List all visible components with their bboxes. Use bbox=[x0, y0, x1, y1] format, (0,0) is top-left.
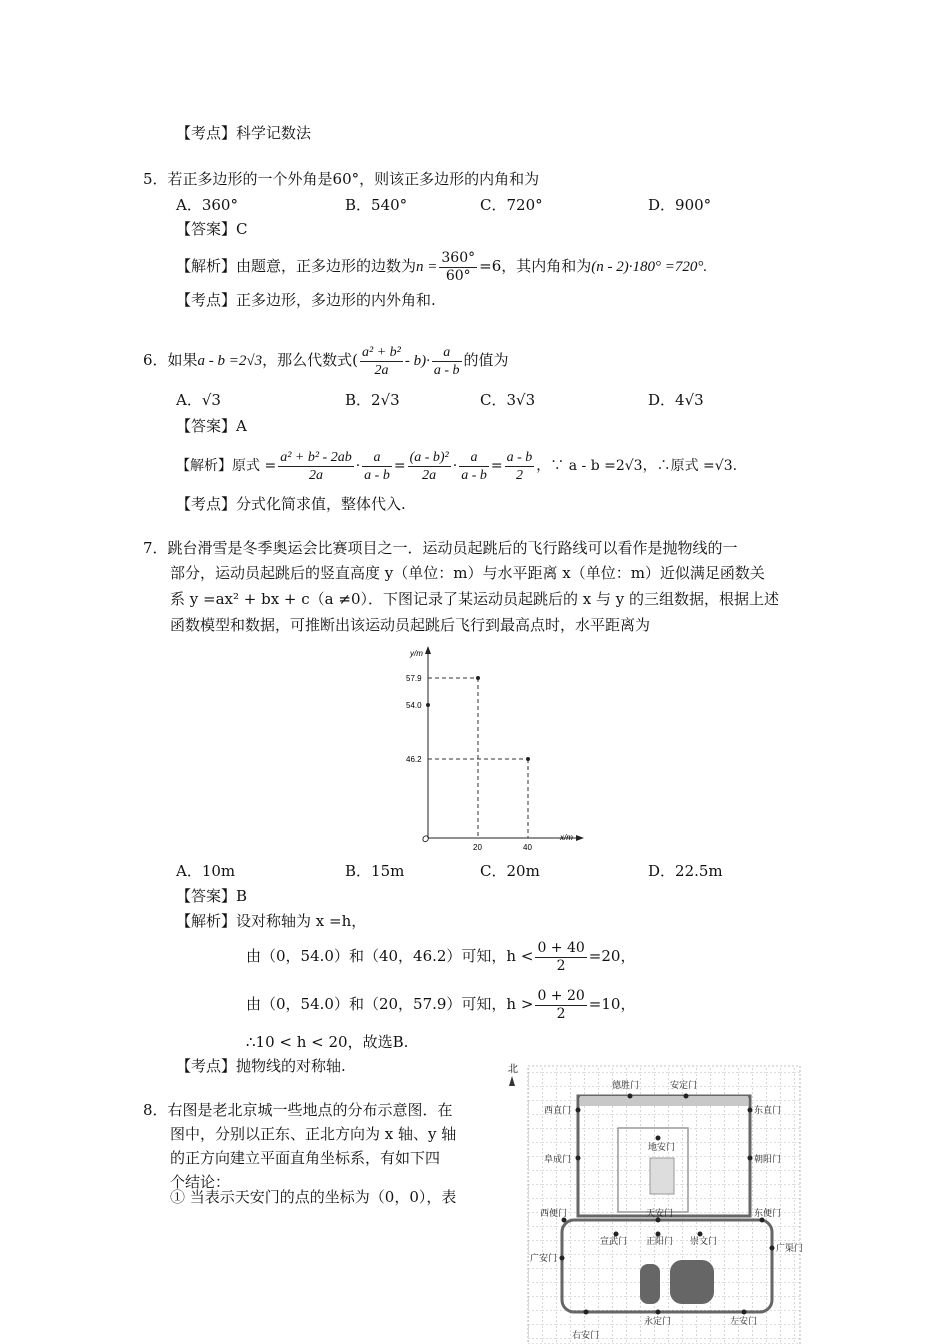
label-yongdingmen: 永定门 bbox=[644, 1316, 672, 1326]
origin-label: O bbox=[422, 834, 430, 844]
q5-stem: 5．若正多边形的一个外角是60°，则该正多边形的内角和为 bbox=[143, 170, 540, 188]
q6-kaodian: 【考点】分式化简求值，整体代入. bbox=[176, 495, 406, 513]
label-chaoyangmen: 朝阳门 bbox=[754, 1154, 782, 1164]
q5-option-b: B．540° bbox=[345, 196, 408, 214]
q5-option-a: A．360° bbox=[176, 196, 238, 214]
q8-line1: 8．右图是老北京城一些地点的分布示意图．在 bbox=[143, 1101, 453, 1119]
q7-a3-num: 0 + 20 bbox=[537, 987, 585, 1004]
label-guangqumen: 广渠门 bbox=[776, 1243, 804, 1253]
q7-a2-prefix: 由（0，54.0）和（40，46.2）可知，h < bbox=[246, 947, 534, 965]
q6-f2-num: a bbox=[362, 449, 392, 467]
gate-andingmen bbox=[684, 1094, 689, 1099]
label-youanmen: 右安门 bbox=[572, 1330, 600, 1340]
y-axis-label: y/m bbox=[410, 649, 423, 658]
gate-deshengmen bbox=[628, 1094, 633, 1099]
label-xizhimen: 西直门 bbox=[544, 1105, 572, 1115]
q5-analysis-expr: (n - 2)·180° =720°. bbox=[591, 259, 708, 275]
label-xuanwumen: 宣武门 bbox=[600, 1236, 628, 1246]
q6-f2-den: a - b bbox=[364, 467, 390, 483]
q6-f1-den: 2a bbox=[308, 467, 323, 483]
q6-analysis-prefix: 【解析】原式 = bbox=[176, 458, 277, 474]
altar-east bbox=[670, 1260, 714, 1304]
q5-fraction bbox=[439, 250, 477, 285]
q7-analysis-4: ∴10 < h < 20，故选B. bbox=[246, 1033, 409, 1051]
prev-kaodian: 【考点】科学记数法 bbox=[176, 124, 312, 142]
q5-analysis bbox=[176, 246, 707, 287]
x-tick-label-0: 20 bbox=[473, 843, 482, 852]
data-point-1 bbox=[476, 676, 480, 680]
q7-option-d: D．22.5m bbox=[648, 862, 723, 880]
y-axis-arrow bbox=[425, 646, 431, 654]
label-dongbianmen: 东便门 bbox=[754, 1208, 782, 1218]
label-tiananmen: 天安门 bbox=[646, 1208, 674, 1218]
q5-frac-den: 60° bbox=[445, 267, 471, 284]
q7-option-b: B．15m bbox=[345, 862, 405, 880]
q5-frac-num: 360° bbox=[441, 249, 476, 266]
y-tick-label-2: 46.2 bbox=[406, 755, 422, 765]
q6-stem-prefix: 6．如果 bbox=[143, 351, 198, 369]
label-chongwenmen: 崇文门 bbox=[690, 1236, 718, 1246]
q7-a2-frac bbox=[535, 940, 586, 975]
q7-answer: 【答案】B bbox=[176, 887, 248, 905]
gate-xizhimen bbox=[576, 1108, 581, 1113]
q7-line3: 系 y =ax² + bx + c（a ≠0）．下图记录了某运动员起跳后的 x 与 y 的三组数据，根据上述 bbox=[170, 590, 779, 608]
q7-line4: 函数模型和数据，可推断出该运动员起跳后飞行到最高点时，水平距离为 bbox=[170, 616, 651, 634]
q8-line3: 的正方向建立平面直角坐标系，有如下四 bbox=[170, 1149, 441, 1167]
q8-line4: 个结论： bbox=[170, 1173, 231, 1191]
q6-condition: a - b =2√3 bbox=[197, 353, 263, 369]
q6-option-b: B．2√3 bbox=[345, 391, 400, 409]
label-dianmen: 地安门 bbox=[648, 1142, 676, 1152]
q5-analysis-mid: =6，其内角和为 bbox=[479, 257, 592, 275]
q6-stem: 6．如果a - b =2√3，那么代数式( $\frac{\text{a² + b²}}{2a}$ - b)· $\frac{a}{a - b}$ 的值为 bbox=[143, 344, 509, 378]
q5-n-eq: n = bbox=[416, 259, 438, 275]
q5-option-c: C．720° bbox=[480, 196, 543, 214]
q6-f3-den: 2a bbox=[422, 467, 437, 483]
q7-line1: 7．跳台滑雪是冬季奥运会比赛项目之一．运动员起跳后的飞行路线可以看作是抛物线的一 bbox=[143, 539, 738, 557]
label-deshengmen: 德胜门 bbox=[612, 1080, 640, 1090]
q6-f3-num: (a - b)² bbox=[409, 449, 449, 465]
label-dongzhimen: 东直门 bbox=[754, 1105, 782, 1115]
gate-youanmen bbox=[584, 1310, 589, 1315]
q6-f4-num: a bbox=[459, 449, 489, 467]
q7-a3-prefix: 由（0，54.0）和（20，57.9）可知，h > bbox=[246, 995, 534, 1013]
q6-option-a: A．√3 bbox=[176, 391, 221, 409]
q5-kaodian: 【考点】正多边形，多边形的内外角和. bbox=[176, 291, 436, 309]
q6-option-c: C．3√3 bbox=[480, 391, 536, 409]
gate-guanganmen bbox=[560, 1256, 565, 1261]
q6-f1 bbox=[278, 449, 354, 484]
q6-f2 bbox=[362, 449, 392, 484]
q7-analysis-2 bbox=[246, 936, 635, 976]
q6-f1-num: a² + b² - 2ab bbox=[280, 449, 352, 465]
q6-f3 bbox=[408, 449, 451, 484]
q6-expr2-den: a - b bbox=[433, 362, 460, 378]
beijing-map bbox=[500, 1058, 810, 1344]
gate-dongbianmen bbox=[760, 1218, 765, 1223]
q7-a2-suffix: =20， bbox=[588, 947, 636, 965]
chart-marks bbox=[406, 674, 532, 852]
q7-a3-suffix: =10， bbox=[588, 995, 636, 1013]
q6-f5 bbox=[505, 449, 535, 484]
north-arrow-icon bbox=[509, 1076, 515, 1086]
q8-line2: 图中，分别以正东、正北方向为 x 轴、y 轴 bbox=[170, 1125, 457, 1143]
label-zhengyangmen: 正阳门 bbox=[646, 1236, 674, 1246]
q5-analysis-prefix: 【解析】由题意，正多边形的边数为 bbox=[176, 257, 417, 275]
q6-stem-mid: ，那么代数式 bbox=[262, 351, 353, 369]
q6-f5-num: a - b bbox=[506, 449, 533, 465]
gate-chaoyangmen bbox=[748, 1156, 753, 1161]
gate-fuchengmen bbox=[576, 1156, 581, 1161]
label-zuoanmen: 左安门 bbox=[730, 1316, 758, 1326]
gate-yongdingmen bbox=[656, 1310, 661, 1315]
x-axis-arrow bbox=[576, 835, 584, 841]
q6-expr-frac bbox=[360, 344, 403, 379]
y-tick-label-0: 57.9 bbox=[406, 674, 422, 683]
q6-expr-den: 2a bbox=[374, 362, 389, 378]
q5-answer: 【答案】C bbox=[176, 220, 248, 238]
gate-guangqumen bbox=[770, 1246, 775, 1251]
q7-a3-frac bbox=[535, 988, 586, 1023]
q7-kaodian: 【考点】抛物线的对称轴. bbox=[176, 1057, 346, 1075]
q7-a2-num: 0 + 40 bbox=[537, 939, 585, 956]
q7-a2-den: 2 bbox=[556, 957, 566, 974]
gate-zuoanmen bbox=[742, 1310, 747, 1315]
gate-dongzhimen bbox=[748, 1108, 753, 1113]
q7-line2: 部分，运动员起跳后的竖直高度 y（单位：m）与水平距离 x（单位：m）近似满足函数关 bbox=[170, 564, 765, 582]
data-point-0 bbox=[426, 703, 430, 707]
north-label: 北 bbox=[508, 1064, 518, 1075]
gate-dianmen bbox=[656, 1136, 661, 1141]
data-point-2 bbox=[526, 757, 530, 761]
altar-west bbox=[640, 1264, 660, 1304]
q6-f4-den: a - b bbox=[461, 467, 487, 483]
y-tick-label-1: 54.0 bbox=[406, 701, 422, 711]
q7-option-a: A．10m bbox=[176, 862, 236, 880]
label-fuchengmen: 阜成门 bbox=[544, 1154, 572, 1164]
q6-f4 bbox=[459, 449, 489, 484]
q6-f5-den: 2 bbox=[515, 467, 523, 483]
q6-stem-suffix: 的值为 bbox=[463, 351, 509, 369]
gate-xibianmen bbox=[562, 1218, 567, 1223]
north-lake-strip bbox=[580, 1096, 748, 1106]
q6-option-d: D．4√3 bbox=[648, 391, 704, 409]
q5-option-d: D．900° bbox=[648, 196, 712, 214]
q6-expr2-num: a bbox=[432, 344, 462, 362]
q7-option-c: C．20m bbox=[480, 862, 540, 880]
q7-a3-den: 2 bbox=[556, 1005, 566, 1022]
x-axis-label: x/m bbox=[560, 833, 573, 842]
q7-analysis-3 bbox=[246, 984, 635, 1024]
q8-line5: ① 当表示天安门的点的坐标为（0，0），表 bbox=[170, 1188, 457, 1206]
forbidden-city bbox=[650, 1158, 674, 1194]
label-xibianmen: 西便门 bbox=[540, 1208, 568, 1218]
q6-analysis: 【解析】原式 = $\frac{\text{a² + b² - 2ab}}{2a}$ · $\frac{a}{a - b}$ = $\frac{\text{(a - b)²}}{2a}$ · $\frac{a}{a - b}$ = $\frac{a - b}{2}$ ，∵ a - b =2√3，∴原式 =√3. bbox=[176, 449, 738, 483]
label-guanganmen: 广安门 bbox=[530, 1253, 558, 1263]
q6-expr2-frac bbox=[432, 344, 462, 379]
label-andingmen: 安定门 bbox=[670, 1080, 698, 1090]
q6-analysis-suffix: ，∵ a - b =2√3，∴原式 =√3. bbox=[536, 458, 738, 474]
gate-tiananmen bbox=[656, 1218, 661, 1223]
q7-scatter-chart bbox=[400, 642, 590, 852]
q6-expr-num: a² + b² bbox=[362, 344, 401, 360]
q6-expr-minus: - b)· bbox=[404, 353, 430, 369]
q7-analysis-1: 【解析】设对称轴为 x =h， bbox=[176, 912, 367, 930]
q6-answer: 【答案】A bbox=[176, 417, 247, 435]
x-tick-label-1: 40 bbox=[523, 843, 532, 852]
